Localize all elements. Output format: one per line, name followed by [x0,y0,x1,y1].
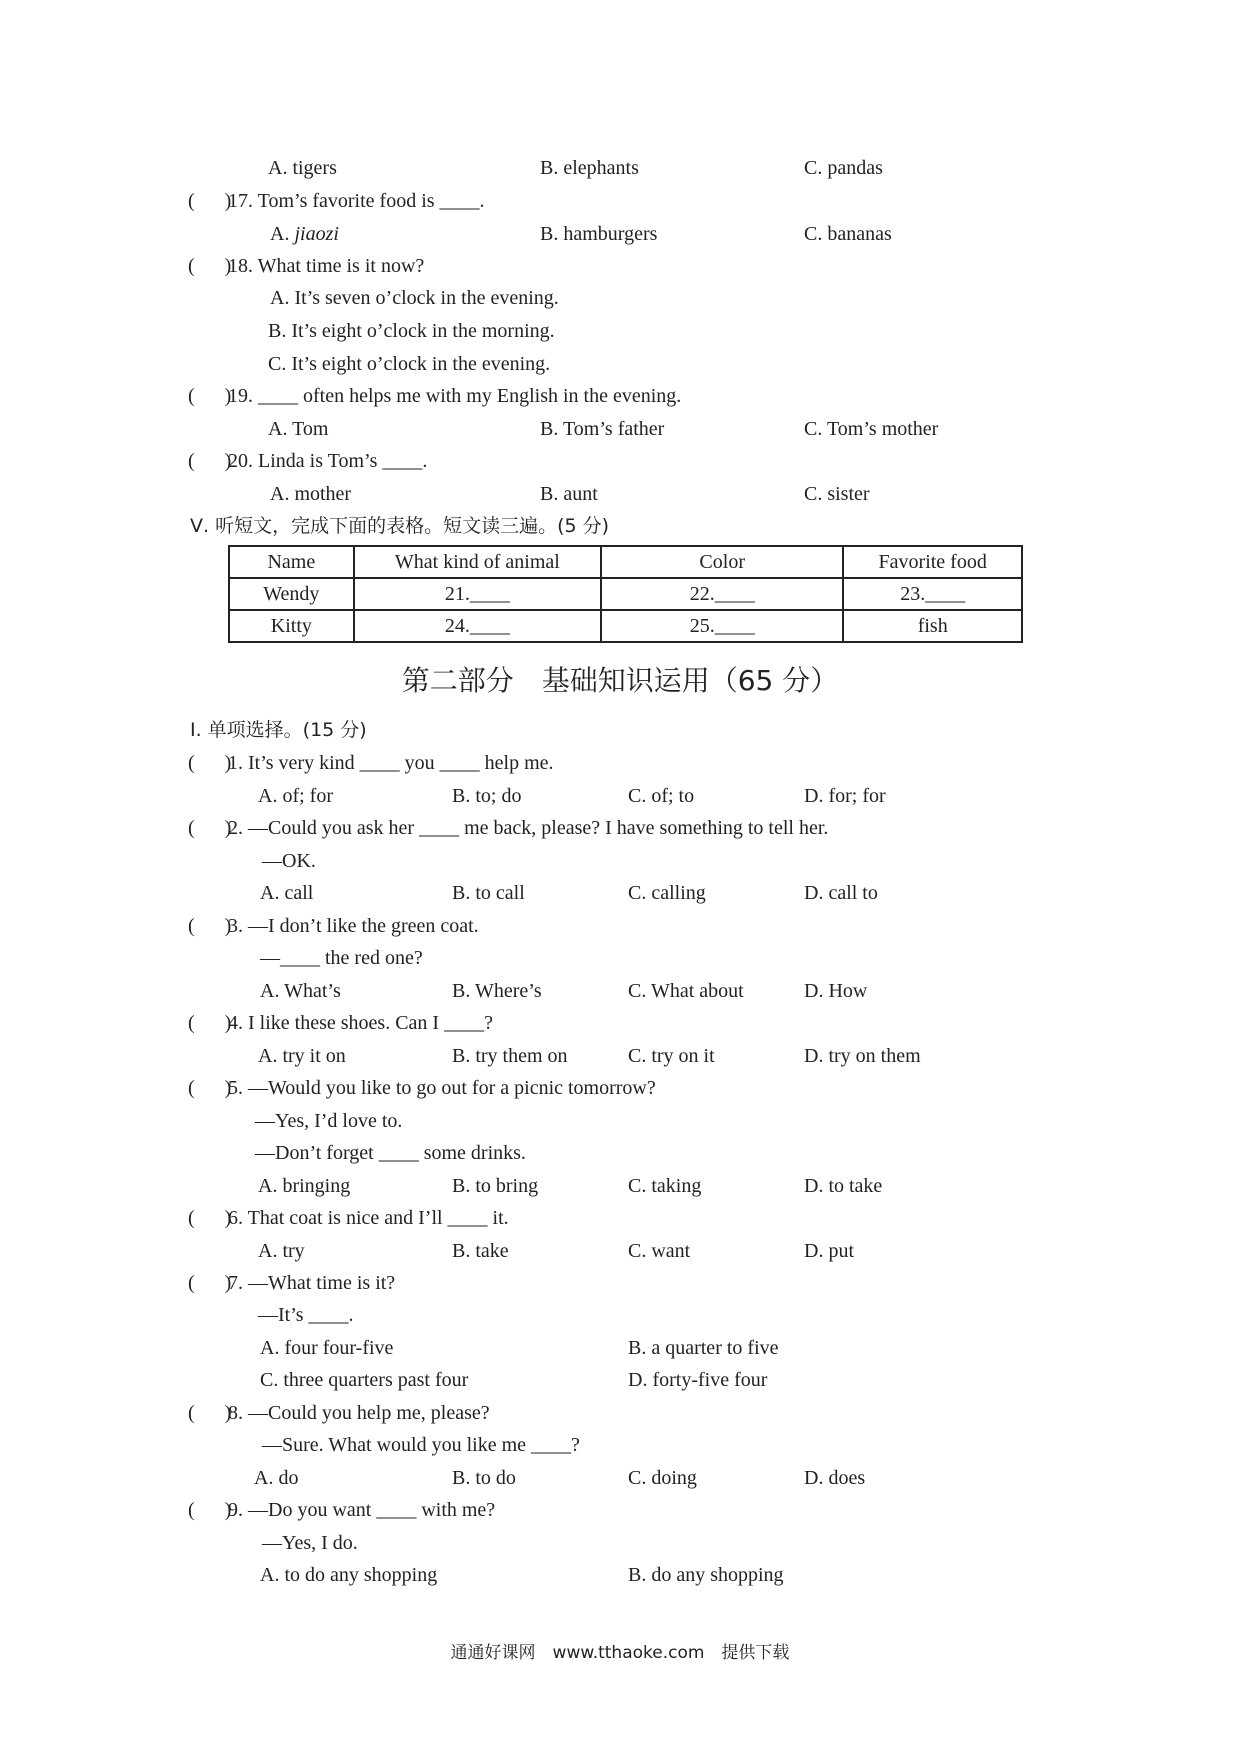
q3-answer-bracket: ( ) [188,915,232,937]
q6-answer-bracket: ( ) [188,1207,232,1229]
q7-reply: —It’s ____. [258,1304,354,1326]
table-cell-blank: 21.____ [354,578,601,610]
table-header-cell: Name [229,546,354,578]
table-cell-blank: 25.____ [601,610,843,642]
table-cell-blank: 22.____ [601,578,843,610]
q1-option-b: B. to; do [452,785,522,807]
q9-stem: 9. —Do you want ____ with me? [228,1499,496,1521]
q5-reply: —Yes, I’d love to. [255,1110,403,1132]
table-cell-blank: 23.____ [843,578,1022,610]
q4-option-c: C. try on it [628,1045,715,1067]
q5-stem: 5. —Would you like to go out for a picnic tomorrow? [228,1077,656,1099]
table-cell-blank: 24.____ [354,610,601,642]
q7-option-a: A. four four-five [260,1337,394,1359]
table-cell: fish [843,610,1022,642]
q1-answer-bracket: ( ) [188,752,232,774]
q4-stem: 4. I like these shoes. Can I ____? [228,1012,493,1034]
q17-option-b: B. hamburgers [540,223,658,245]
q1-option-a: A. of; for [258,785,333,807]
animal-table [228,545,1023,643]
q2-option-a: A. call [260,882,314,904]
table-header-cell: What kind of animal [354,546,601,578]
q18-option-b: B. It’s eight o’clock in the morning. [268,320,555,342]
q1-option-d: D. for; for [804,785,886,807]
q6-option-a: A. try [258,1240,305,1262]
q20-option-c: C. sister [804,483,870,505]
q17-answer-bracket: ( ) [188,190,232,212]
q16-option-c: C. pandas [804,157,883,179]
q20-option-a: A. mother [270,483,352,505]
q3-option-b: B. Where’s [452,980,542,1002]
q4-option-a: A. try it on [258,1045,346,1067]
q9-option-a: A. to do any shopping [260,1564,438,1586]
q20-option-b: B. aunt [540,483,598,505]
q16-option-b: B. elephants [540,157,639,179]
q9-answer-bracket: ( ) [188,1499,232,1521]
q8-option-b: B. to do [452,1467,516,1489]
q2-option-c: C. calling [628,882,706,904]
section-5-heading: Ⅴ. 听短文，完成下面的表格。短文读三遍。(5 分) [190,515,610,537]
q18-answer-bracket: ( ) [188,255,232,277]
q16-option-a: A. tigers [268,157,337,179]
q6-option-b: B. take [452,1240,509,1262]
q4-option-b: B. try them on [452,1045,568,1067]
q5-answer-bracket: ( ) [188,1077,232,1099]
q3-option-c: C. What about [628,980,744,1002]
q1-option-c: C. of; to [628,785,695,807]
q2-answer-bracket: ( ) [188,817,232,839]
q17-option-a: A. jiaozi [270,223,339,245]
q5-option-c: C. taking [628,1175,702,1197]
q7-option-b: B. a quarter to five [628,1337,779,1359]
q7-option-d: D. forty-five four [628,1369,768,1391]
q3-option-a: A. What’s [260,980,341,1002]
q4-option-d: D. try on them [804,1045,921,1067]
table-header-cell: Favorite food [843,546,1022,578]
q17-option-c: C. bananas [804,223,892,245]
q8-option-d: D. does [804,1467,866,1489]
q19-answer-bracket: ( ) [188,385,232,407]
q7-stem: 7. —What time is it? [228,1272,396,1294]
q2-reply: —OK. [262,850,316,872]
q8-option-c: C. doing [628,1467,697,1489]
q2-stem: 2. —Could you ask her ____ me back, please? I have something to tell her. [228,817,829,839]
q3-stem: 3. —I don’t like the green coat. [228,915,479,937]
q19-option-b: B. Tom’s father [540,418,665,440]
q18-option-a: A. It’s seven o’clock in the evening. [270,287,559,309]
q2-option-d: D. call to [804,882,878,904]
q19-stem: 19. ____ often helps me with my English in the evening. [228,385,682,407]
q19-option-c: C. Tom’s mother [804,418,939,440]
q6-option-c: C. want [628,1240,691,1262]
q8-stem: 8. —Could you help me, please? [228,1402,490,1424]
q9-reply: —Yes, I do. [262,1532,358,1554]
q9-option-b: B. do any shopping [628,1564,784,1586]
q5-option-b: B. to bring [452,1175,539,1197]
q8-answer-bracket: ( ) [188,1402,232,1424]
q3-reply: —____ the red one? [260,947,423,969]
q5-reply-2: —Don’t forget ____ some drinks. [255,1142,526,1164]
q7-option-c: C. three quarters past four [260,1369,469,1391]
q3-option-d: D. How [804,980,868,1002]
part-2-title: 第二部分 基础知识运用（65 分） [401,664,839,697]
q1-stem: 1. It’s very kind ____ you ____ help me. [228,752,554,774]
q6-option-d: D. put [804,1240,854,1262]
q4-answer-bracket: ( ) [188,1012,232,1034]
table-cell: Wendy [229,578,354,610]
q20-answer-bracket: ( ) [188,450,232,472]
table-header-cell: Color [601,546,843,578]
q8-option-a: A. do [254,1467,299,1489]
table-cell: Kitty [229,610,354,642]
q2-option-b: B. to call [452,882,525,904]
q17-stem: 17. Tom’s favorite food is ____. [228,190,485,212]
q5-option-a: A. bringing [258,1175,351,1197]
q6-stem: 6. That coat is nice and I’ll ____ it. [228,1207,509,1229]
table-row [229,578,1022,610]
q7-answer-bracket: ( ) [188,1272,232,1294]
q20-stem: 20. Linda is Tom’s ____. [228,450,428,472]
page-footer: 通通好课网 www.tthaoke.com 提供下载 [450,1643,790,1663]
q8-reply: —Sure. What would you like me ____? [262,1434,580,1456]
table-row [229,610,1022,642]
section-1-heading: Ⅰ. 单项选择。(15 分) [190,719,367,741]
table-header-row [229,546,1022,578]
q18-stem: 18. What time is it now? [228,255,425,277]
q18-option-c: C. It’s eight o’clock in the evening. [268,353,551,375]
q19-option-a: A. Tom [268,418,329,440]
q5-option-d: D. to take [804,1175,883,1197]
